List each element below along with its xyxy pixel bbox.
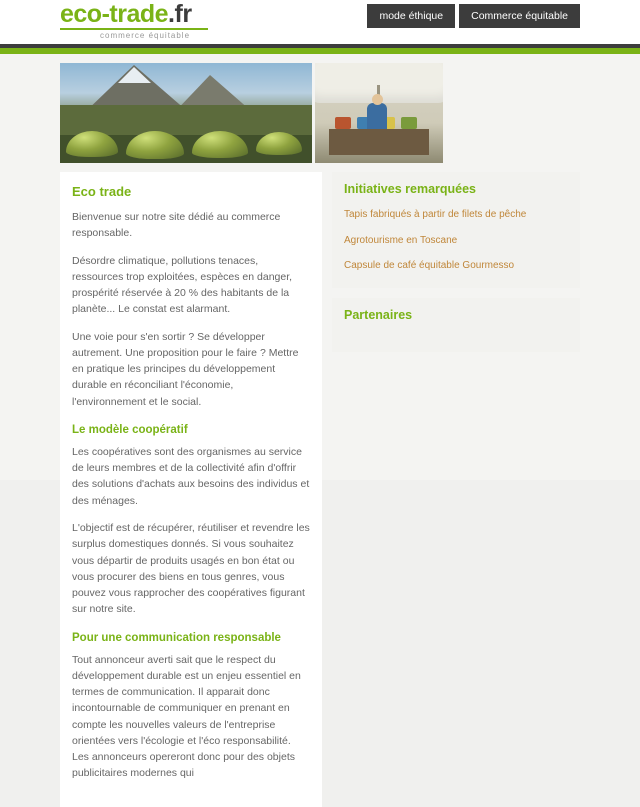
hero-banner (60, 63, 580, 163)
initiative-link-tapis-filets[interactable]: Tapis fabriqués à partir de filets de pêche (344, 209, 527, 220)
site-logo[interactable] (60, 2, 208, 40)
person-head-shape (372, 94, 383, 105)
body-columns (60, 172, 580, 807)
site-header (0, 0, 640, 48)
cooperative-paragraph-2: L'objectif est de récupérer, réutiliser et revendre les surplus domestiques donnés. Si vous souhaitez vous départir de produits usagés en bon état ou vous procurer des biens en tous genres, vous pouvez vous rapprocher des coopératives figurant sur notre site. (72, 521, 310, 616)
intro-paragraph-1: Bienvenue sur notre site dédié au commerce responsable. (72, 211, 281, 240)
section-title-modele-cooperatif: Le modèle coopératif (72, 423, 188, 436)
cooperative-paragraph-1: Les coopératives sont des organismes au service de leurs membres et de la collectivité afin d'offrir des solutions d'achats aux besoins des individus et des ménages. (72, 445, 310, 507)
market-table-shape (329, 129, 429, 155)
hero-image-mountain-domes (60, 63, 312, 163)
logo-text (60, 2, 208, 27)
initiative-link-capsule-cafe-gourmesso[interactable]: Capsule de café équitable Gourmesso (344, 260, 515, 271)
logo-word: eco-trade (60, 0, 169, 28)
initiative-link-agrotourisme-toscane[interactable]: Agrotourisme en Toscane (344, 234, 458, 246)
panel-partenaires (332, 298, 580, 352)
snow-cap-shape (118, 67, 151, 83)
nav-item-commerce-equitable[interactable]: Commerce équitable (459, 4, 580, 28)
logo-tld: .fr (168, 0, 192, 28)
logo-underline (60, 28, 208, 30)
panel-initiatives (332, 172, 580, 288)
goods-item-1 (335, 117, 351, 129)
page-title: Eco trade (72, 184, 132, 199)
hero-image-market-stall (315, 63, 443, 163)
intro-paragraph-3: Une voie pour s'en sortir ? Se développer autrement. Une proposition pour le faire ? Mettre en pratique les principes du développement durable en réconciliant l'économie, l'environnement et le social. (72, 330, 299, 408)
panel-title-initiatives: Initiatives remarquées (344, 182, 477, 196)
nav-item-mode-ethique[interactable]: mode éthique (367, 4, 455, 28)
logo-tagline: commerce équitable (100, 31, 191, 40)
communication-paragraph-1: Tout annonceur averti sait que le respect du développement durable est un enjeu essentiel en termes de communication. Il apparait donc incontournable de communiquer en prenant en compte les nouvelles valeurs de l'entreprise orientées vers l'écologie et l'éco responsabilité. Les annonceurs opereront donc pour des objets publicitaires modernes qui (72, 653, 301, 780)
panel-title-partenaires: Partenaires (344, 307, 413, 322)
goods-item-4 (401, 117, 417, 129)
main-content-column (60, 172, 322, 807)
intro-paragraph-2: Désordre climatique, pollutions tenaces, ressources trop exploitées, espèces en danger, prospérité réservée à 20 % des habitants de la planète... Le constat est alarmant. (72, 254, 293, 316)
sidebar-column (332, 172, 580, 807)
main-nav (367, 4, 580, 28)
content-wrapper (60, 54, 580, 807)
header-inner (60, 0, 580, 44)
section-title-communication-responsable: Pour une communication responsable (72, 631, 281, 644)
